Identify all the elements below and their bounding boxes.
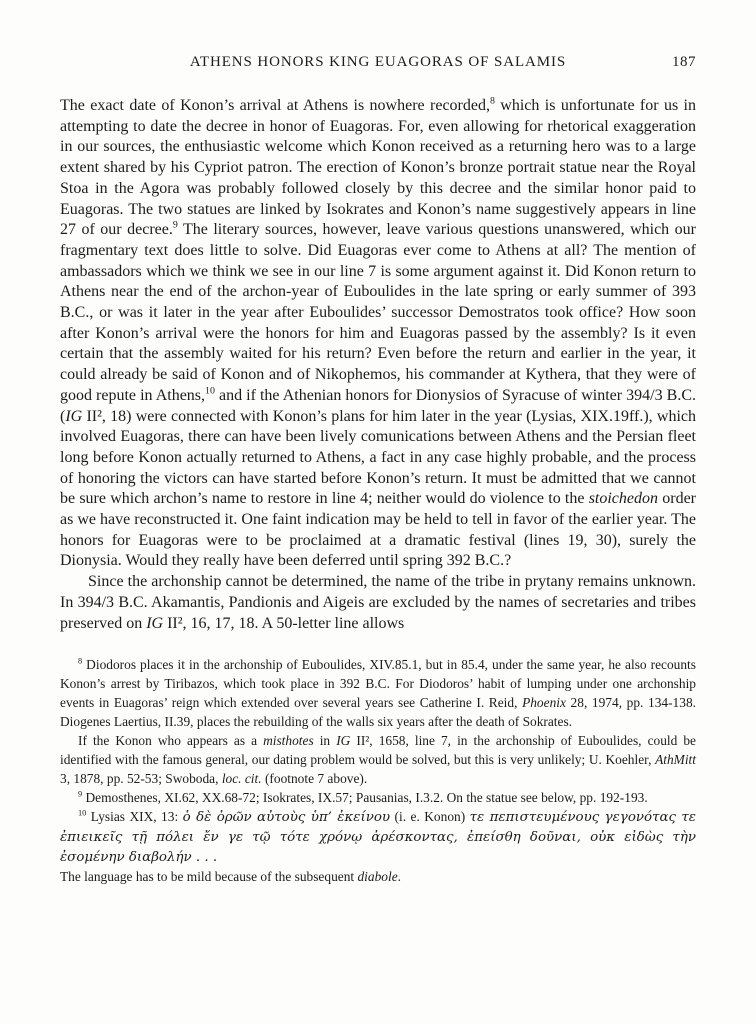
text-run: stoichedon (588, 490, 659, 508)
footnote-9 (60, 788, 696, 807)
text-run: The language has to be mild because of the subsequent (60, 869, 358, 885)
text-run: If the Konon who appears as a (78, 733, 264, 749)
main-paragraph-1 (60, 96, 696, 572)
text-run: 28, 1974, pp. 134-138. Diogenes Laertius, II.39, places the rebuilding of the walls six years after the death of Sokrates. (60, 695, 696, 730)
body-text (60, 96, 696, 634)
main-paragraph-2 (60, 572, 696, 634)
text-run: . (397, 869, 402, 885)
text-run: II², 18) were connected with Konon’s plans for him later in the year (Lysias, XIX.19ff.), which involved Euagoras, there can have been lively comunications between Athens and the Persian fleet long before Konon actually returned to Athens, a fact in any case highly probable, and the process of honoring the victors can have started before Konon’s return. It must be admitted that we cannot be sure which archon’s name to restore in line 4; neither would do violence to the (60, 407, 696, 508)
text-run: diabole (357, 869, 398, 885)
text-run: II², 1658, line 7, in the archonship of Euboulides, could be identified with the famous general, our dating problem would be solved, but this is very unlikely; U. Koehler, (60, 733, 696, 768)
footnote-8-continuation (60, 731, 696, 788)
text-run: in (313, 733, 337, 749)
footnote-marker: 9 (78, 789, 83, 799)
text-run: misthotes (263, 733, 314, 749)
footnote-marker: 10 (78, 808, 87, 818)
text-run: IG (65, 407, 83, 425)
text-run: which is unfortunate for us in attempting to date the decree in honor of Euagoras. For, even allowing for rhetorical exaggeration in our sources, the enthusiastic welcome which Konon received as a returning hero was to a large extent shared by his Cypriot patron. The erection of Konon’s bronze portrait statue near the Royal Stoa in the Agora was probably followed closely by this decree and the similar honor paid to Euagoras. The two statues are linked by Isokrates and Konon’s name suggestively appears in line 27 of our decree. (60, 97, 696, 239)
footnote-marker: 9 (172, 219, 178, 231)
page-number: 187 (672, 54, 696, 70)
text-run: Demosthenes, XI.62, XX.68-72; Isokrates, IX.57; Pausanias, I.3.2. On the statue see below, pp. 192-193. (82, 790, 648, 806)
text-run: IG (146, 614, 164, 632)
text-run: (i. e. Konon) (390, 809, 470, 825)
footnote-marker: 8 (489, 95, 495, 107)
page-header (60, 54, 696, 73)
text-run: AthMitt (655, 752, 696, 768)
footnote-8 (60, 655, 696, 731)
text-run: loc. cit. (221, 771, 262, 787)
text-run: Since the archonship cannot be determined, the name of the tribe in prytany remains unknown. In 394/3 B.C. Akamantis, Pandionis and Aigeis are excluded by the names of secretaries and tribes preserved on (60, 573, 696, 632)
footnotes-section (60, 655, 696, 886)
text-run: (footnote 7 above). (261, 771, 368, 787)
footnote-marker: 10 (205, 385, 215, 397)
text-run: The exact date of Konon’s arrival at Athens is nowhere recorded, (60, 97, 490, 114)
text-run: Diodoros places it in the archonship of Euboulides, XIV.85.1, but in 85.4, under the same year, he also recounts Konon’s arrest by Tiribazos, which took place in 392 B.C. For Diodoros’ habit of lumping under one archonship events in Euagoras’ reign which extended over several years see Catherine I. Reid, (60, 657, 696, 711)
text-run: The literary sources, however, leave various questions unanswered, which our fragmentary text does little to solve. Did Euagoras ever come to Athens at all? The mention of ambassadors which we think we see in our line 7 is some argument against it. Did Konon return to Athens near the end of the archon-year of Euboulides in the late spring or early summer of 393 B.C., or was it later in the year after Euboulides’ successor Demostratos took office? How soon after Konon’s arrival were the honors for him and Euagoras passed by the assembly? Is it even certain that the assembly waited for his return? Even before the return and earlier in the year, it could already be said of Konon and of Nikophemos, his commander at Kythera, that they were of good repute in Athens, (60, 221, 696, 404)
footnote-10-continuation (60, 867, 696, 886)
text-run: Lysias XIX, 13: (86, 809, 183, 825)
text-run: order as we have reconstructed it. One faint indication may be held to tell in favor of the earlier year. The honors for Euagoras were to be proclaimed at a dramatic festival (lines 19, 30), surely the Dionysia. Would they really have been deferred until spring 392 B.C.? (60, 490, 696, 570)
running-title: ATHENS HONORS KING EUAGORAS OF SALAMIS (189, 54, 567, 70)
text-run: IG (336, 733, 351, 749)
text-run: Phoenix (522, 695, 566, 711)
greek-text-run: ὁ δὲ ὁρῶν αὐτοὺς ὑπ’ ἐκείνου (182, 810, 391, 826)
greek-text-run: τε πεπιστευμένους γεγονότας τε ἐπιεικεῖς τῇ πόλει ἔν γε τῷ τότε χρόνῳ ἀρέσκοντας, ἐπείσθη δοῦναι, οὐκ εἰδὼς τὴν ἐσομένην διαβολήν . . . (60, 810, 696, 866)
footnote-marker: 8 (78, 656, 83, 666)
text-run: II², 16, 17, 18. A 50-letter line allows (163, 614, 405, 632)
footnote-10 (60, 807, 696, 867)
text-run: 3, 1878, pp. 52-53; Swoboda, (60, 771, 222, 787)
text-run: and if the Athenian honors for Dionysios of Syracuse of winter 394/3 B.C. ( (60, 386, 696, 425)
